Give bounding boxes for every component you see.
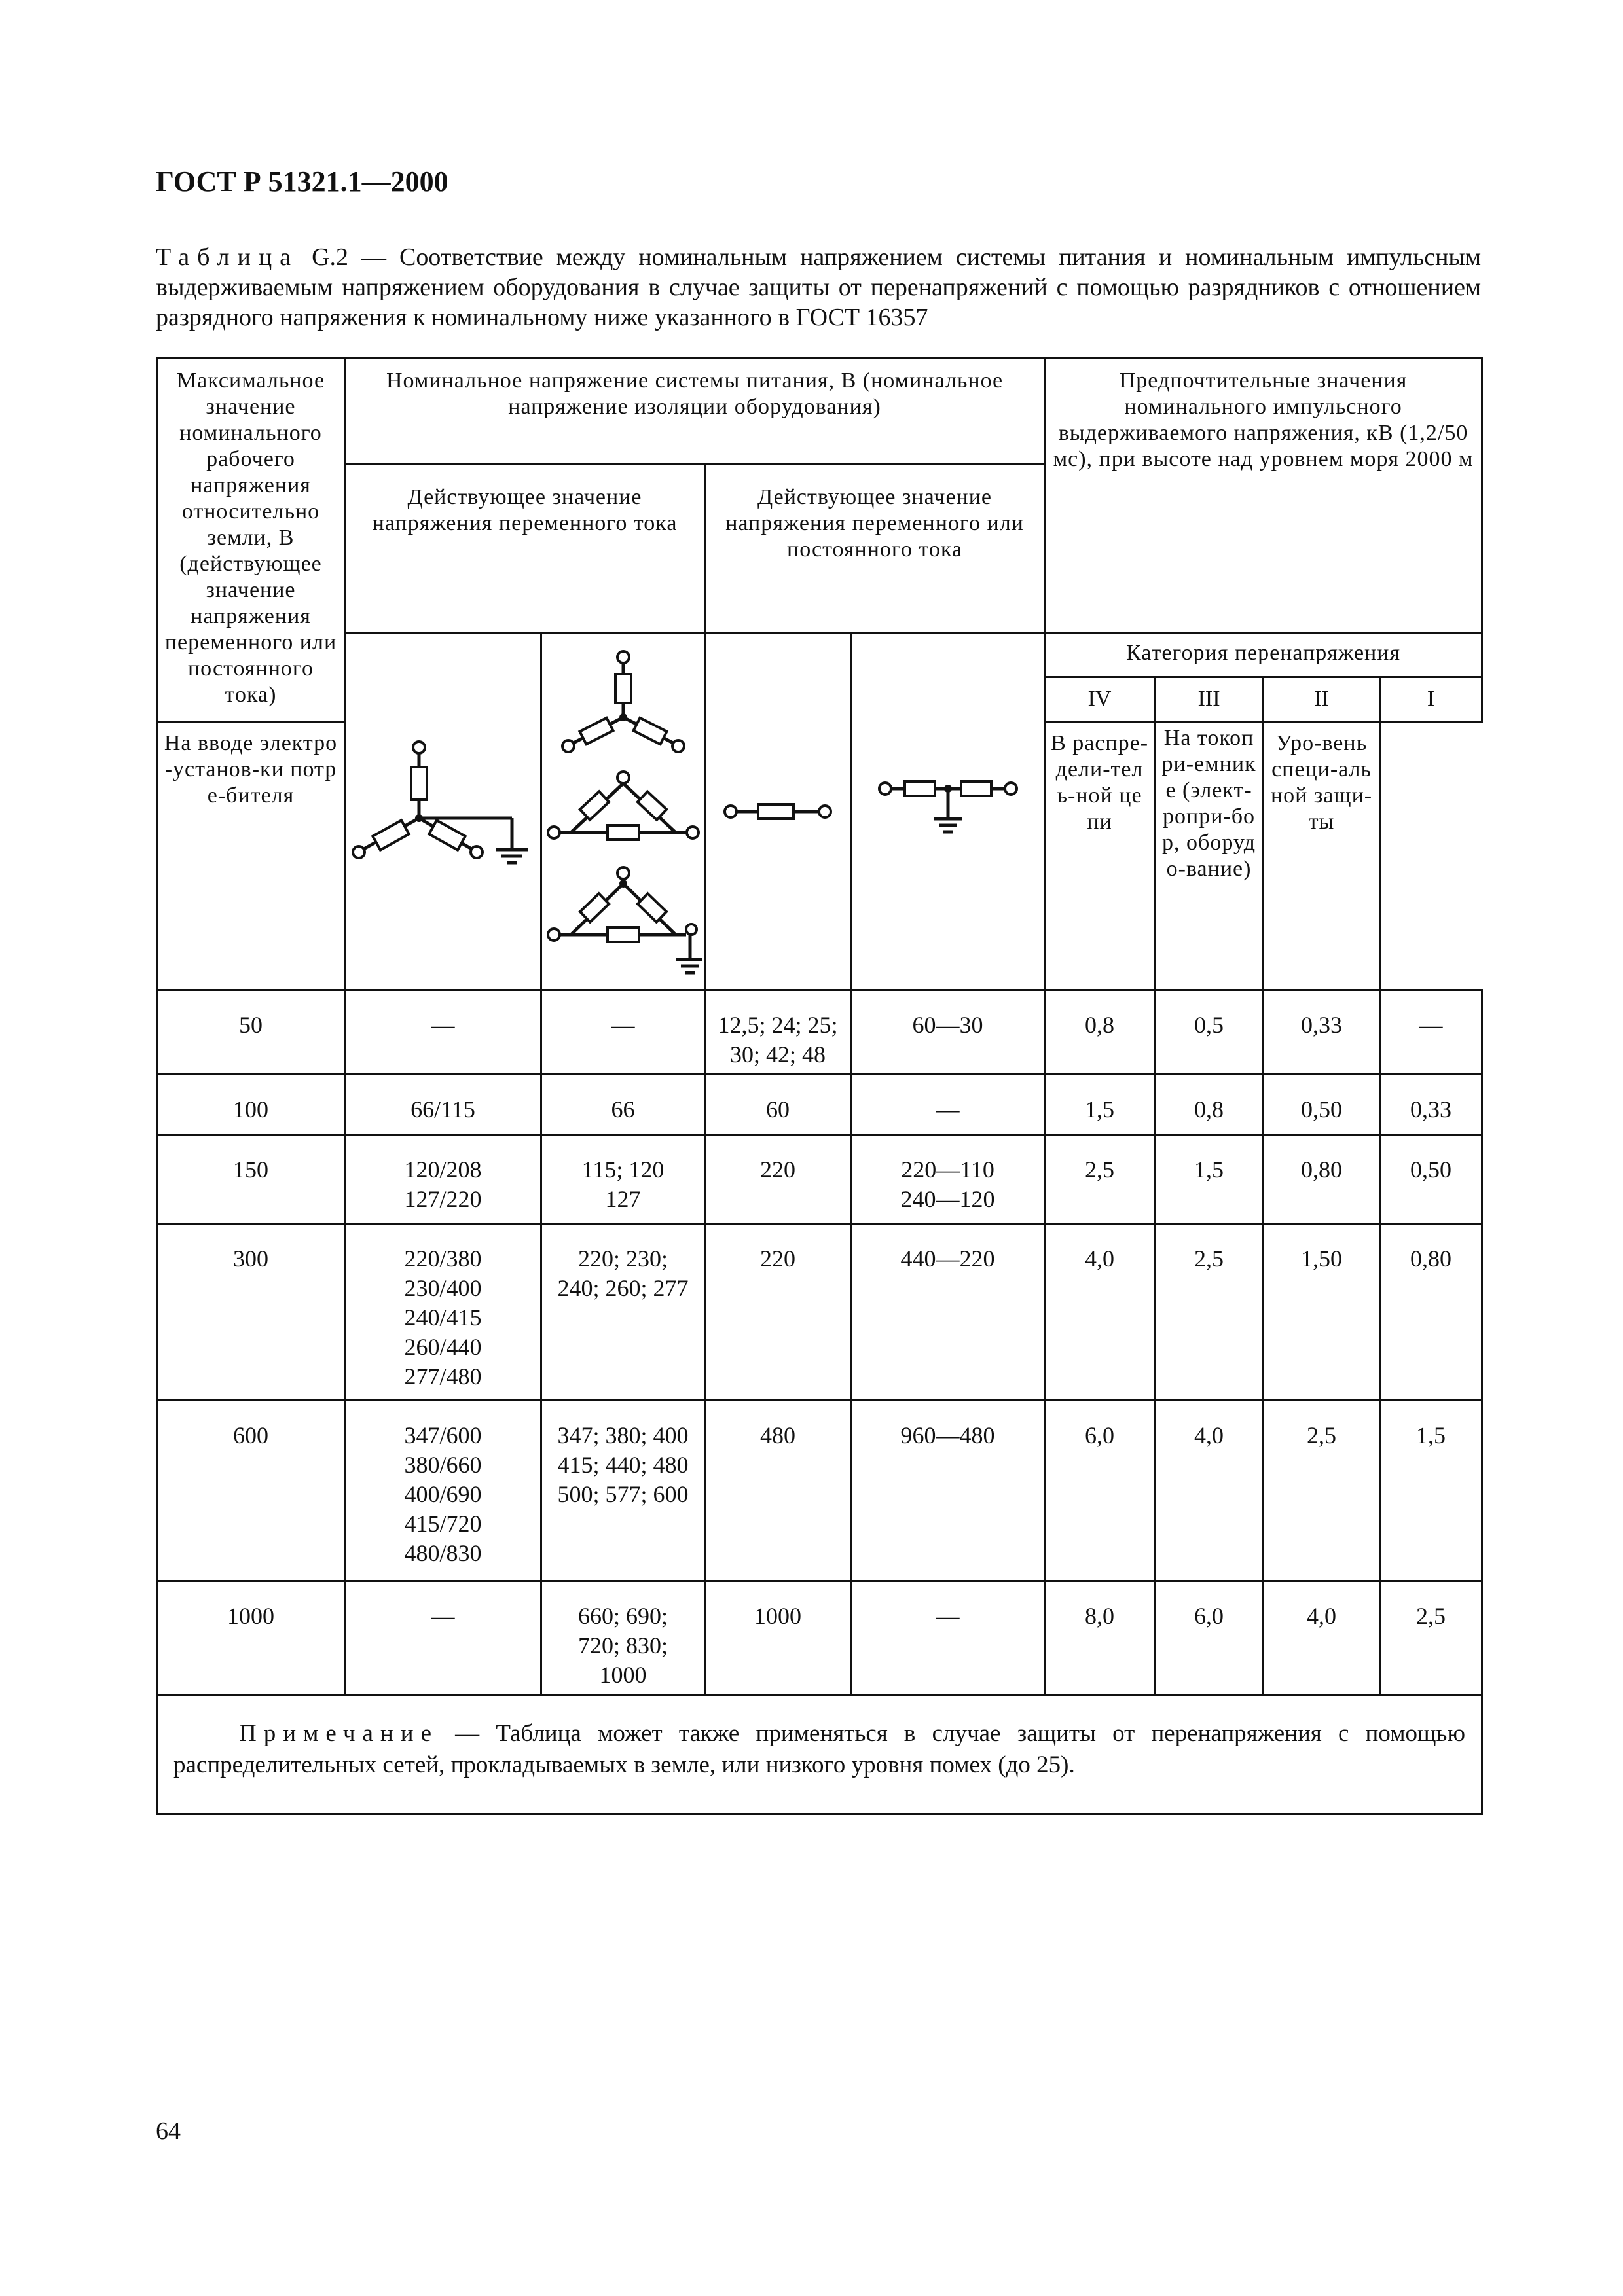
table-cell: 115; 120 127 [541, 1135, 705, 1224]
table-cell: 4,0 [1045, 1224, 1155, 1401]
table-cell: 4,0 [1264, 1581, 1380, 1695]
table-cell: 120/208 127/220 [345, 1135, 541, 1224]
category-description: Уро-вень специ-альной защи-ты [1264, 722, 1380, 990]
table-cell: 2,5 [1045, 1135, 1155, 1224]
diagram-cell-star [345, 633, 541, 990]
table-cell: 220 [705, 1135, 851, 1224]
single-phase-diagram-icon [719, 798, 837, 825]
table-cell: 347/600 380/660 400/690 415/720 480/830 [345, 1401, 541, 1581]
table-row [157, 1135, 1482, 1224]
header-overvoltage-category: Категория перенапряжения [1045, 633, 1482, 677]
table-cell: 1000 [157, 1581, 345, 1695]
table-cell: 12,5; 24; 25; 30; 42; 48 [705, 990, 851, 1075]
category-roman: II [1264, 677, 1380, 722]
table-cell: 1,50 [1264, 1224, 1380, 1401]
table-cell: 440—220 [851, 1224, 1045, 1401]
header-ac-dc-voltage: Действующее значение напряжения переменного или постоянного тока [705, 464, 1045, 633]
table-cell: 220 [705, 1224, 851, 1401]
star-grounded-diagram-icon [348, 733, 538, 890]
caption-text: G.2 — Соответствие между номинальным напряжением системы питания и номинальным импульсным выдерживаемым напряжением оборудования в случае защиты от перенапряжений с помощью разрядников с отношением разрядного напряжения к номинальному ниже указанного в ГОСТ 16357 [156, 243, 1482, 331]
table-cell: 1000 [705, 1581, 851, 1695]
table-cell: — [851, 1075, 1045, 1135]
table-cell: 0,50 [1264, 1075, 1380, 1135]
header-nominal-voltage: Номинальное напряжение системы питания, В (номинальное напряжение изоляции оборудования) [345, 358, 1045, 464]
voltage-table [156, 357, 1483, 1815]
table-cell: 480 [705, 1401, 851, 1581]
table-cell: 2,5 [1155, 1224, 1264, 1401]
table-cell: 6,0 [1045, 1401, 1155, 1581]
table-cell: 8,0 [1045, 1581, 1155, 1695]
table-cell: 4,0 [1155, 1401, 1264, 1581]
table-note [157, 1695, 1482, 1814]
table-cell: 960—480 [851, 1401, 1045, 1581]
table-cell: 600 [157, 1401, 345, 1581]
table-cell: 66 [541, 1075, 705, 1135]
table-cell: — [345, 990, 541, 1075]
diagram-cell-star-delta [541, 633, 705, 990]
table-cell: 1,5 [1380, 1401, 1482, 1581]
category-roman: IV [1045, 677, 1155, 722]
page-number: 64 [156, 2117, 181, 2145]
category-description: На вводе электро-установ-ки потре-бителя [157, 722, 345, 990]
table-cell: 2,5 [1380, 1581, 1482, 1695]
table-cell: 347; 380; 400 415; 440; 480 500; 577; 600 [541, 1401, 705, 1581]
table-cell: 50 [157, 990, 345, 1075]
table-cell: 2,5 [1264, 1401, 1380, 1581]
table-cell: 300 [157, 1224, 345, 1401]
table-cell: 0,50 [1380, 1135, 1482, 1224]
note-label: Примечание [239, 1720, 439, 1747]
header-max-voltage: Максимальное значение номинального рабочего напряжения относительно земли, В (действующее значение напряжения переменного или постоянного тока) [157, 358, 345, 722]
table-cell: 0,33 [1380, 1075, 1482, 1135]
table-cell: 220—110 240—120 [851, 1135, 1045, 1224]
note-text: — Таблица может также применяться в случае защиты от перенапряжения с помощью распределительных сетей, прокладываемых в земле, или низкого уровня помех (до 25). [173, 1720, 1466, 1778]
table-cell: 0,8 [1045, 990, 1155, 1075]
table-cell: 0,8 [1155, 1075, 1264, 1135]
table-row [157, 1581, 1482, 1695]
table-row [157, 1224, 1482, 1401]
table-cell: — [1380, 990, 1482, 1075]
table-cell: 100 [157, 1075, 345, 1135]
table-cell: 66/115 [345, 1075, 541, 1135]
table-cell: 60 [705, 1075, 851, 1135]
diagram-cell-single [705, 633, 851, 990]
caption-label: Таблица [156, 243, 299, 271]
table-cell: 0,80 [1380, 1224, 1482, 1401]
category-description: В распре-дели-тель-ной цепи [1045, 722, 1155, 990]
category-roman: I [1380, 677, 1482, 722]
table-row [157, 1075, 1482, 1135]
star-delta-diagrams-icon [545, 648, 702, 975]
table-cell: — [851, 1581, 1045, 1695]
table-cell: 0,33 [1264, 990, 1380, 1075]
table-cell: 220/380 230/400 240/415 260/440 277/480 [345, 1224, 541, 1401]
table-row [157, 990, 1482, 1075]
table-cell: 1,5 [1045, 1075, 1155, 1135]
table-cell: 6,0 [1155, 1581, 1264, 1695]
table-cell: 0,80 [1264, 1135, 1380, 1224]
table-body [157, 990, 1482, 1695]
split-phase-grounded-diagram-icon [876, 776, 1020, 848]
category-description: На токопри-емнике (элект-ропри-бор, оборудо-вание) [1155, 722, 1264, 990]
category-roman: III [1155, 677, 1264, 722]
table-cell: 220; 230; 240; 260; 277 [541, 1224, 705, 1401]
header-ac-voltage: Действующее значение напряжения переменного тока [345, 464, 705, 633]
table-cell: 60—30 [851, 990, 1045, 1075]
diagram-cell-split [851, 633, 1045, 990]
table-row [157, 1401, 1482, 1581]
header-impulse-voltage: Предпочтительные значения номинального импульсного выдерживаемого напряжения, кВ (1,2/50 мс), при высоте над уровнем моря 2000 м [1045, 358, 1482, 633]
table-cell: 660; 690; 720; 830; 1000 [541, 1581, 705, 1695]
document-title: ГОСТ Р 51321.1—2000 [156, 166, 448, 198]
table-cell: — [541, 990, 705, 1075]
table-cell: — [345, 1581, 541, 1695]
table-cell: 150 [157, 1135, 345, 1224]
table-caption [156, 242, 1481, 332]
table-cell: 0,5 [1155, 990, 1264, 1075]
table-cell: 1,5 [1155, 1135, 1264, 1224]
